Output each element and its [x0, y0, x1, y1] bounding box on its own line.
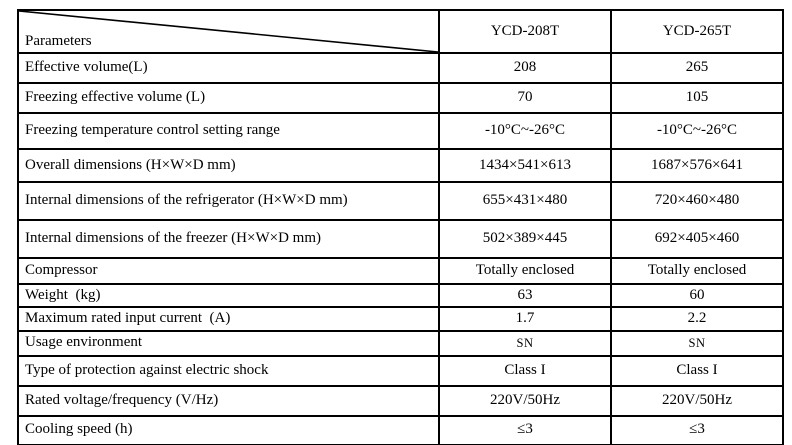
table-row: [18, 113, 783, 149]
param-name-cell: Cooling speed (h): [18, 416, 439, 445]
param-name-cell: Rated voltage/frequency (V/Hz): [18, 386, 439, 416]
value-cell: SN: [439, 331, 611, 356]
value-cell: 63: [439, 284, 611, 307]
table-row: [18, 83, 783, 113]
value-cell: Class I: [611, 356, 783, 386]
table-row: [18, 53, 783, 83]
value-cell: 502×389×445: [439, 220, 611, 258]
param-name-cell: Usage environment: [18, 331, 439, 356]
param-name-cell: Freezing temperature control setting range: [18, 113, 439, 149]
table-row: [18, 258, 783, 284]
value-cell: -10°C~-26°C: [439, 113, 611, 149]
value-cell: 1434×541×613: [439, 149, 611, 182]
parameters-label: Parameters: [25, 32, 92, 49]
value-cell: SN: [611, 331, 783, 356]
value-cell: ≤3: [439, 416, 611, 445]
param-name-cell: Compressor: [18, 258, 439, 284]
value-cell: 265: [611, 53, 783, 83]
table-row: [18, 220, 783, 258]
value-cell: 720×460×480: [611, 182, 783, 220]
table-row: [18, 331, 783, 356]
param-name-cell: Freezing effective volume (L): [18, 83, 439, 113]
table-row: [18, 149, 783, 182]
param-name-cell: Overall dimensions (H×W×D mm): [18, 149, 439, 182]
value-cell: 60: [611, 284, 783, 307]
parameters-header-cell: [18, 10, 439, 53]
value-cell: 220V/50Hz: [439, 386, 611, 416]
param-name-cell: Maximum rated input current (A): [18, 307, 439, 330]
table-row: [18, 356, 783, 386]
value-cell: 1687×576×641: [611, 149, 783, 182]
model-header-ycd-265t: YCD-265T: [611, 10, 783, 53]
table-row: [18, 284, 783, 307]
value-cell: Class I: [439, 356, 611, 386]
value-cell: 1.7: [439, 307, 611, 330]
value-cell: 220V/50Hz: [611, 386, 783, 416]
param-name-cell: Type of protection against electric shock: [18, 356, 439, 386]
value-cell: 70: [439, 83, 611, 113]
table-row: [18, 182, 783, 220]
value-cell: 655×431×480: [439, 182, 611, 220]
specifications-table: [17, 9, 784, 445]
value-cell: 2.2: [611, 307, 783, 330]
model-header-ycd-208t: YCD-208T: [439, 10, 611, 53]
value-cell: 692×405×460: [611, 220, 783, 258]
header-row: [18, 10, 783, 53]
param-name-cell: Weight (kg): [18, 284, 439, 307]
table-row: [18, 307, 783, 330]
value-cell: 105: [611, 83, 783, 113]
value-cell: Totally enclosed: [611, 258, 783, 284]
table-row: [18, 416, 783, 445]
value-cell: ≤3: [611, 416, 783, 445]
param-name-cell: Internal dimensions of the freezer (H×W×D mm): [18, 220, 439, 258]
param-name-cell: Internal dimensions of the refrigerator (H×W×D mm): [18, 182, 439, 220]
value-cell: 208: [439, 53, 611, 83]
value-cell: -10°C~-26°C: [611, 113, 783, 149]
table-row: [18, 386, 783, 416]
value-cell: Totally enclosed: [439, 258, 611, 284]
param-name-cell: Effective volume(L): [18, 53, 439, 83]
